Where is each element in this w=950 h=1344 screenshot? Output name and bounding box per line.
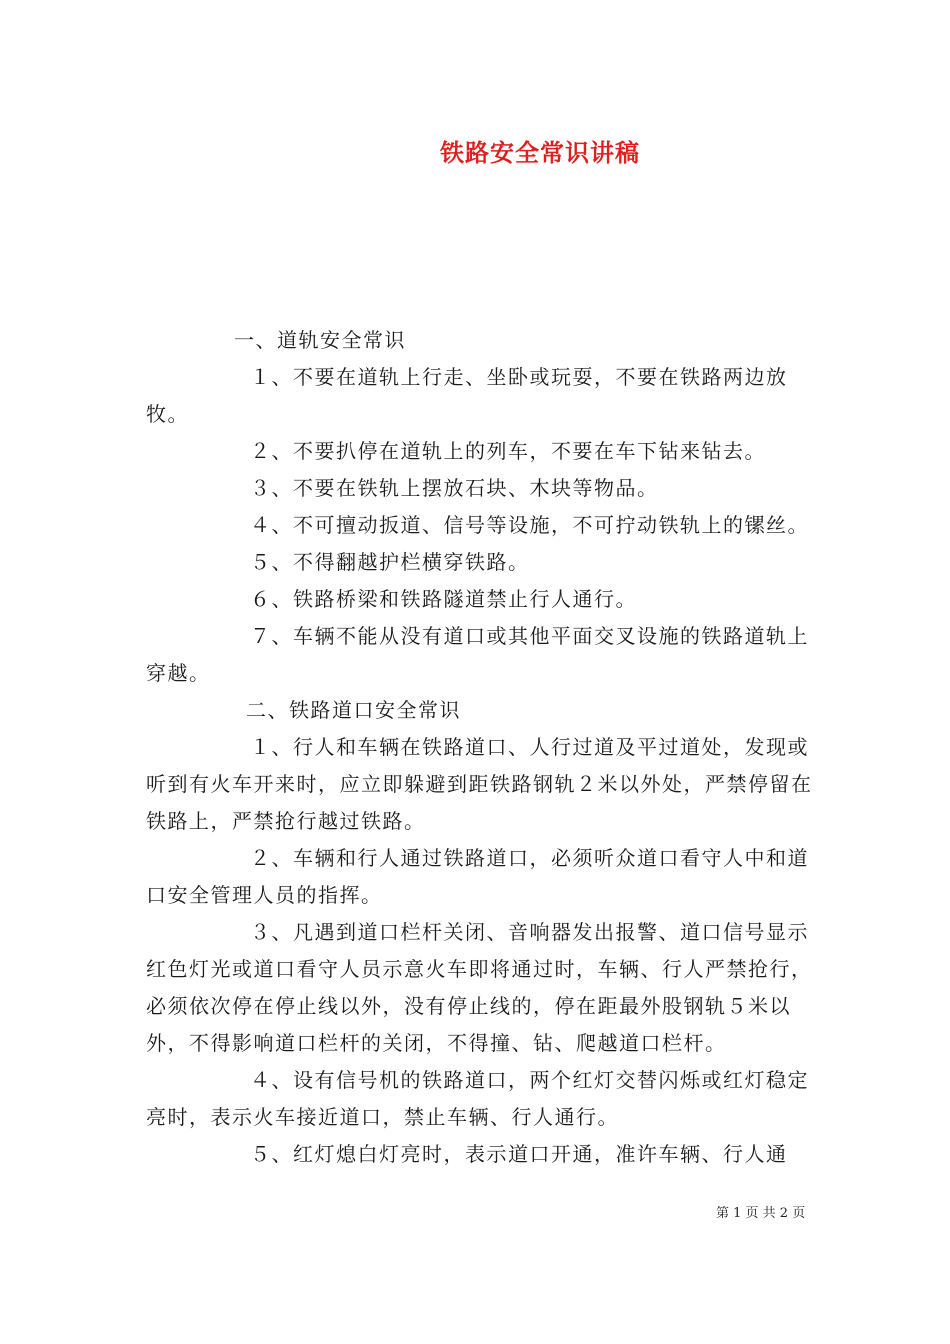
paragraph: ２、不要扒停在道轨上的列车，不要在车下钻来钻去。 bbox=[250, 439, 766, 463]
section-heading: 一、道轨安全常识 bbox=[234, 328, 406, 352]
paragraph: ５、红灯熄白灯亮时，表示道口开通，准许车辆、行人通 bbox=[250, 1142, 788, 1166]
paragraph: ３、不要在铁轨上摆放石块、木块等物品。 bbox=[250, 476, 659, 500]
section-heading: 二、铁路道口安全常识 bbox=[246, 698, 461, 722]
paragraph: ７、车辆不能从没有道口或其他平面交叉设施的铁路道轨上穿越。 bbox=[146, 624, 809, 685]
page-number: 第 1 页 共 2 页 bbox=[716, 1206, 806, 1221]
paragraph: ４、不可擅动扳道、信号等设施，不可拧动铁轨上的镙丝。 bbox=[250, 513, 809, 537]
paragraph: ５、不得翻越护栏横穿铁路。 bbox=[250, 550, 530, 574]
paragraph: ４、设有信号机的铁路道口，两个红灯交替闪烁或红灯稳定亮时，表示火车接近道口，禁止车辆、行人通行。 bbox=[146, 1068, 809, 1129]
paragraph: １、行人和车辆在铁路道口、人行过道及平过道处，发现或听到有火车开来时，应立即躲避到距铁路钢轨２米以外处，严禁停留在铁路上，严禁抢行越过铁路。 bbox=[146, 735, 813, 833]
paragraph: ６、铁路桥梁和铁路隧道禁止行人通行。 bbox=[250, 587, 637, 611]
document-title: 铁路安全常识讲稿 bbox=[440, 138, 640, 167]
paragraph: ３、凡遇到道口栏杆关闭、音响器发出报警、道口信号显示红色灯光或道口看守人员示意火车即将通过时，车辆、行人严禁抢行，必须依次停在停止线以外，没有停止线的，停在距最外股钢轨５米以外，不得影响道口栏杆的关闭，不得撞、钻、爬越道口栏杆。 bbox=[146, 920, 813, 1055]
document-body bbox=[146, 322, 822, 1173]
paragraph: ２、车辆和行人通过铁路道口，必须听众道口看守人中和道口安全管理人员的指挥。 bbox=[146, 846, 809, 907]
paragraph: １、不要在道轨上行走、坐卧或玩耍，不要在铁路两边放牧。 bbox=[146, 365, 788, 426]
